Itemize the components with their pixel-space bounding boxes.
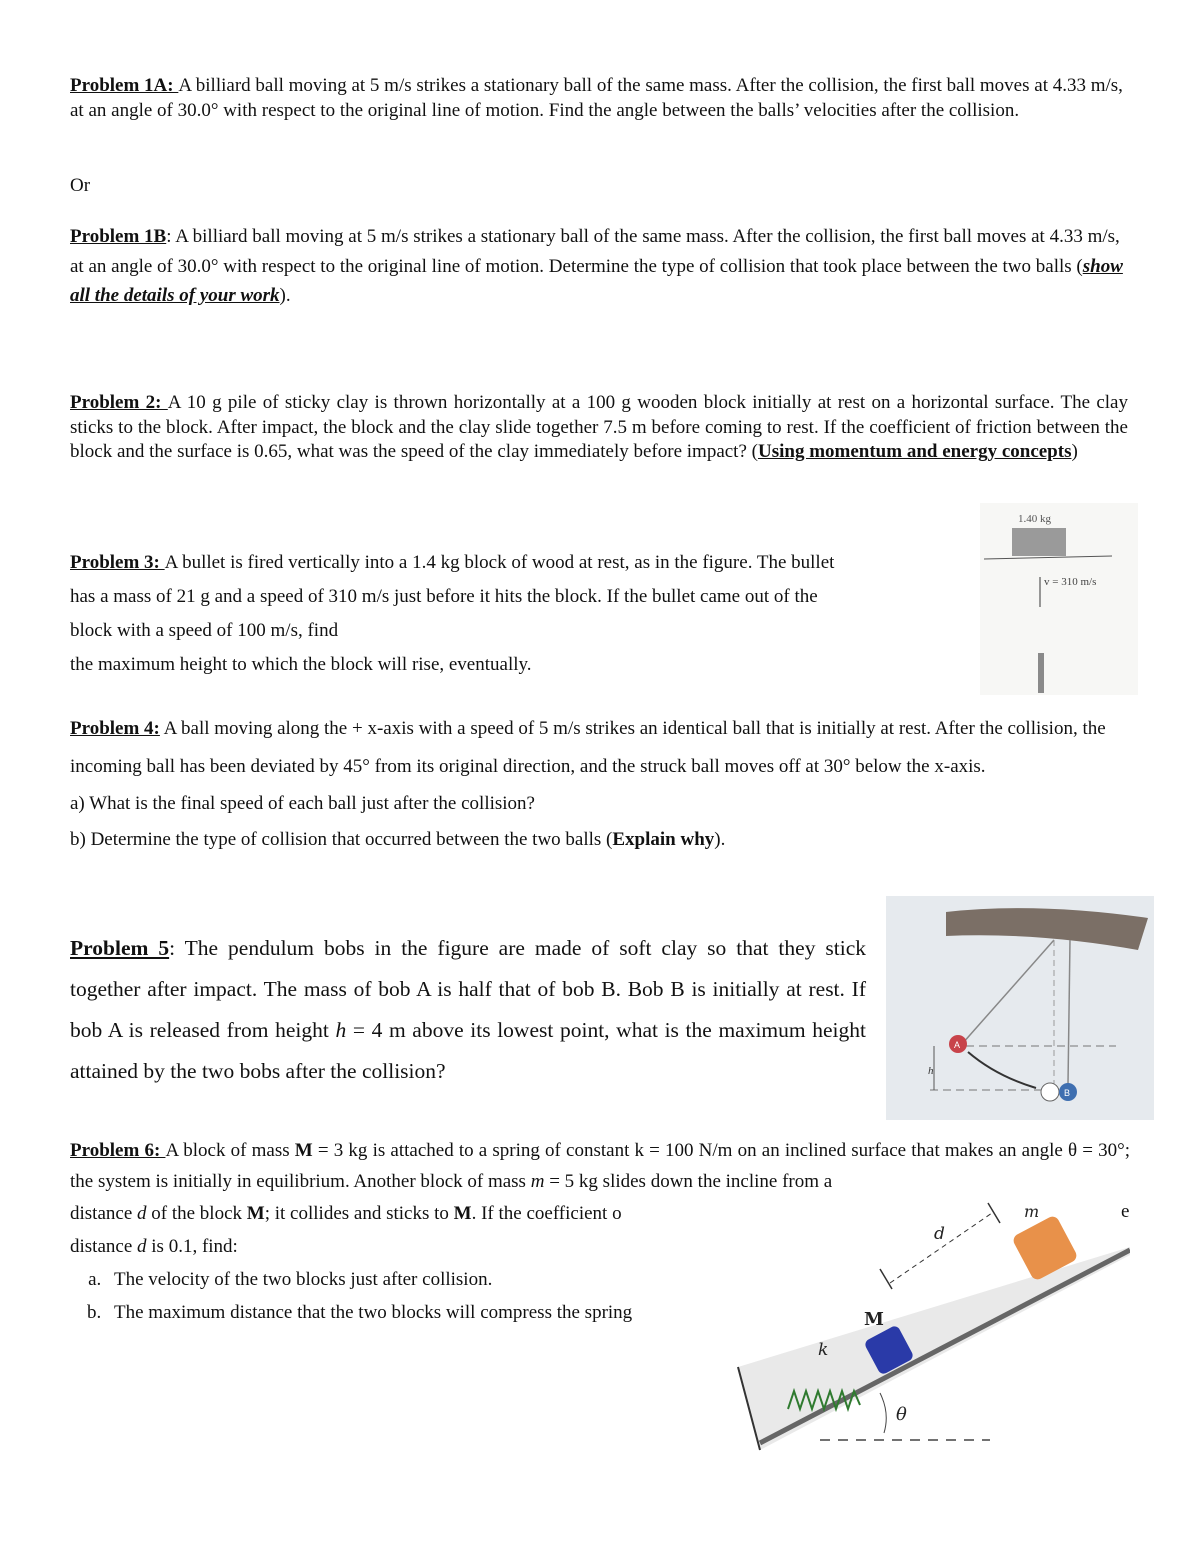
problem-1a [70, 74, 1130, 123]
problem-6-mass-M: M [294, 1140, 313, 1161]
block-mass-label: 1.40 kg [1018, 513, 1051, 525]
problem-2 [70, 391, 1128, 465]
problem-5-text: : The pendulum bobs in the figure are made of soft clay so that they stick together after impact. The mass of bob A is half that of bob B. Bob B is initially at rest. If bob A is released from height [70, 936, 866, 1042]
problem-1b-label: Problem 1B [70, 226, 167, 247]
spring-k-label: k [818, 1340, 829, 1360]
problem-6-block-M-2: M [453, 1203, 472, 1224]
problem-6-mass-m: m [530, 1171, 545, 1192]
or-separator: Or [70, 175, 91, 196]
bullet-block-figure [980, 503, 1138, 695]
problem-4-part-a: a) What is the final speed of each ball just after the collision? [70, 793, 535, 814]
problem-6-line-4-end: is 0.1, find: [146, 1236, 238, 1257]
problem-1b-emphasis: show all the details of your work [70, 255, 1123, 306]
problem-1a-label: Problem 1A: [70, 75, 179, 96]
problem-3-label: Problem 3: [70, 552, 165, 573]
problem-3-line-3: block with a speed of 100 m/s, find [70, 620, 339, 641]
gun-barrel [1038, 653, 1044, 693]
problem-4-part-b: b) Determine the type of collision that occurred between the two balls ( [70, 829, 613, 850]
block-m-label: m [1024, 1202, 1040, 1221]
string-a [962, 940, 1054, 1044]
angle-arc [880, 1393, 886, 1433]
problem-3-line-2: has a mass of 21 g and a speed of 310 m/s just before it hits the block. If the bullet came out of the [70, 586, 818, 607]
problem-6-distance-d-2: d [137, 1236, 147, 1257]
ceiling-support [946, 908, 1148, 950]
pendulum-figure [886, 896, 1154, 1120]
string-b [1068, 940, 1070, 1084]
problem-6-line-3-mid: of the block [146, 1203, 247, 1224]
problem-1a-text: A billiard ball moving at 5 m/s strikes a stationary ball of the same mass. After the collision, the first ball moves at 4.33 m/s, at an angle of 30.0° with respect to the original line of motion. Find the angle between the balls’ velocities after the collision. [70, 75, 1123, 121]
bob-a-collision-position [1041, 1083, 1059, 1101]
problem-3-line-4: the maximum height to which the block will rise, eventually. [70, 654, 532, 675]
problem-6-edge-char: e [1121, 1201, 1130, 1222]
bob-a-label: A [954, 1040, 961, 1050]
problem-6-text-2: = 3 kg is attached to a spring of constant k = 100 N/m on an inclined surface that makes an angle θ = 30°; the system is initially in equilibrium. Another block of mass [70, 1140, 1130, 1192]
problem-4-label: Problem 4: [70, 718, 160, 739]
swing-arc-arrow [968, 1052, 1036, 1088]
support-line [984, 556, 1112, 559]
problem-6-distance-d: d [137, 1203, 147, 1224]
problem-6-part-a: a. The velocity of the two blocks just after collision. [106, 1263, 1130, 1296]
problem-1b-end: ). [279, 285, 291, 306]
distance-d-label: d [934, 1224, 945, 1244]
incline-svg [730, 1195, 1130, 1457]
bob-b-label: B [1064, 1088, 1071, 1098]
problem-1b-text: : A billiard ball moving at 5 m/s strikes a stationary ball of the same mass. After the collision, the first ball moves at 4.33 m/s, at an angle of 30.0° with respect to the original line of motion. Determine the type of collision that took place between the two balls ( [70, 226, 1120, 277]
wood-block [1012, 528, 1066, 556]
height-h-label: h [928, 1065, 934, 1077]
problem-3 [70, 546, 970, 682]
distance-d-tick-left [880, 1269, 892, 1289]
pendulum-svg [886, 896, 1154, 1120]
block-M-label: M [864, 1309, 884, 1330]
problem-2-text: A 10 g pile of sticky clay is thrown horizontally at a 100 g wooden block initially at rest on a horizontal surface. The clay sticks to the block. After impact, the block and the clay slide together 7.5 m before coming to rest. If the coefficient of friction between the block and the surface is 0.65, what was the speed of the clay immediately before impact? ( [70, 392, 1128, 462]
problem-5 [70, 928, 866, 1092]
problem-4-text: A ball moving along the + x-axis with a speed of 5 m/s strikes an identical ball that is initially at rest. After the collision, the incoming ball has been deviated by 45° from its original direction, and the struck ball moves off at 30° below the x-axis. [70, 718, 1106, 777]
problem-6-line-4-pre: distance [70, 1236, 138, 1257]
bullet-speed-label: v = 310 m/s [1044, 576, 1097, 588]
problem-3-line-1: A bullet is fired vertically into a 1.4 kg block of wood at rest, as in the figure. The bullet [164, 552, 835, 573]
incline-figure [730, 1195, 1130, 1457]
problem-6-text-3: = 5 kg slides down the incline from a [544, 1171, 833, 1192]
problem-4 [70, 710, 1130, 858]
problem-4-part-b-emphasis: Explain why [612, 829, 715, 850]
problem-4-part-b-end: ). [714, 829, 726, 850]
problem-6-text-1: A block of mass [165, 1140, 295, 1161]
problem-5-label: Problem 5 [70, 936, 170, 960]
angle-theta-label: θ [896, 1404, 907, 1425]
problem-6-block-M: M [246, 1203, 265, 1224]
problem-6-label: Problem 6: [70, 1140, 166, 1161]
problem-6-line-3-tail: . If the coefficient o [471, 1203, 622, 1224]
problem-5-height-variable: h [335, 1018, 347, 1042]
problem-1b [70, 222, 1130, 311]
bullet-block-svg [980, 503, 1138, 695]
problem-5-text-end: = 4 m above its lowest point, what is the maximum height attained by the two bobs after the collision? [70, 1018, 866, 1083]
incline-surface [738, 1247, 1130, 1450]
problem-2-end: ) [1071, 441, 1078, 462]
problem-2-emphasis: Using momentum and energy concepts [757, 441, 1072, 462]
problem-6-line-3-pre: distance [70, 1203, 138, 1224]
distance-d-tick-right [988, 1203, 1000, 1223]
problem-6-part-b: b. The maximum distance that the two blocks will compress the spring [106, 1296, 1130, 1329]
problem-6-line-3-end: ; it collides and sticks to [264, 1203, 454, 1224]
problem-2-label: Problem 2: [70, 392, 168, 413]
